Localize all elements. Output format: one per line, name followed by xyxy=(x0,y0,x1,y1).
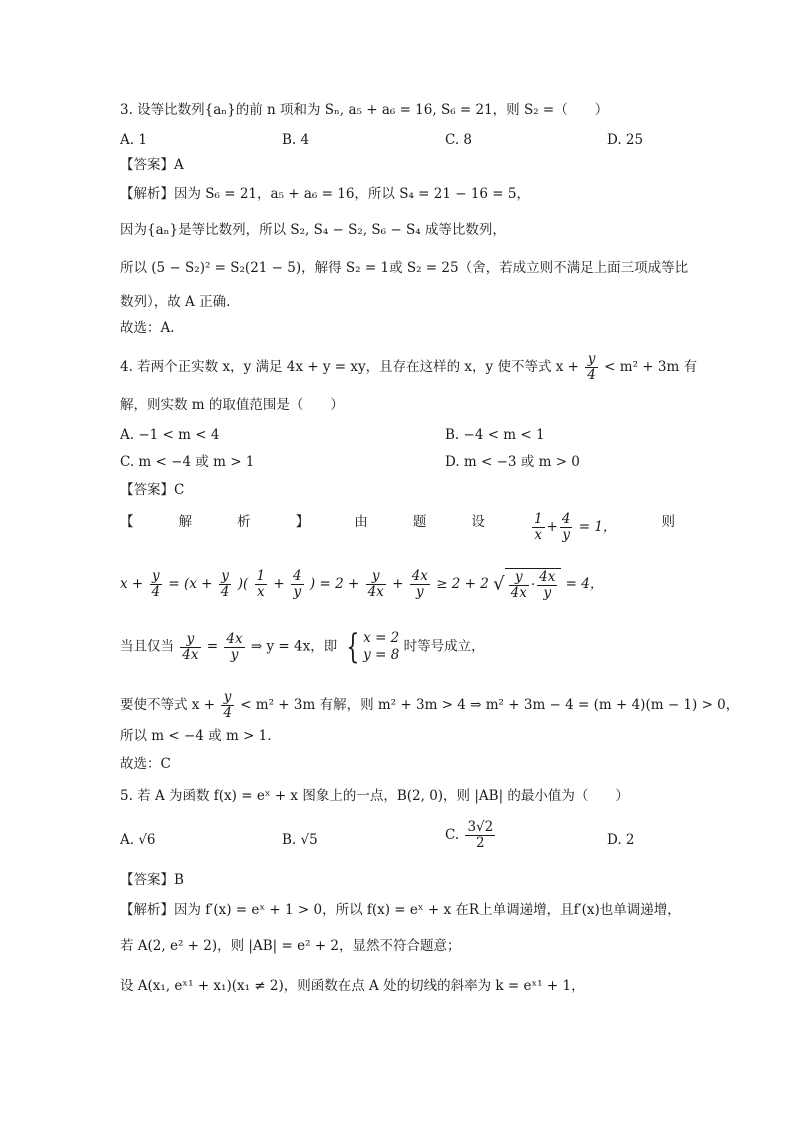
frac-den: 4 xyxy=(223,705,232,721)
expr: = xyxy=(206,638,219,655)
expr: + xyxy=(392,576,404,592)
frac-num: y xyxy=(509,570,529,586)
frac-num: y xyxy=(219,569,232,585)
head-char: 】 xyxy=(295,514,310,530)
q3-option-a: A. 1 xyxy=(120,132,147,148)
frac-den: 2 xyxy=(476,835,485,851)
q5-analysis-line-1: 【解析】因为 f′(x) = eˣ + 1 > 0，所以 f(x) = eˣ + x 在R上单调递增，且f′(x)也单调递增， xyxy=(120,902,681,918)
q5-option-d: D. 2 xyxy=(607,832,635,848)
q4-option-c: C. m < −4 或 m > 1 xyxy=(120,454,255,470)
frac-num: y xyxy=(366,569,386,585)
q3-option-b: B. 4 xyxy=(282,132,310,148)
frac-3sqrt2-over-2 xyxy=(465,820,495,851)
frac-den: 4x xyxy=(510,585,527,601)
q4-stem-text-a: 4. 若两个正实数 x，y 满足 4x + y = xy，且存在这样的 x，y 使不等式 x + xyxy=(120,359,579,375)
q4-answer: 【答案】C xyxy=(120,482,185,498)
frac-den: y xyxy=(230,646,239,663)
frac-den: 4 xyxy=(587,367,596,383)
frac-den: y xyxy=(543,585,552,601)
expr: + xyxy=(273,576,285,592)
frac-y-over-4 xyxy=(219,569,232,600)
expr: x + xyxy=(120,576,144,592)
expr: 当且仅当 xyxy=(120,638,174,655)
frac-num: 4x xyxy=(226,630,243,647)
q4-stem-line-1 xyxy=(120,352,697,383)
frac-num: 1 xyxy=(256,568,266,584)
head-char: 解 xyxy=(178,514,193,530)
q3-analysis-line-3: 所以 (5 − S₂)² = S₂(21 − 5)，解得 S₂ = 1或 S₂ = 25（舍，若成立则不满足上面三项成等比 xyxy=(120,260,689,276)
q4-stem-frac-y-over-4 xyxy=(585,352,598,383)
frac-num: y xyxy=(180,632,200,648)
q3-option-c: C. 8 xyxy=(445,132,473,148)
frac-den: 4x xyxy=(367,584,384,600)
q3-analysis-line-1: 【解析】因为 S₆ = 21，a₅ + a₆ = 16，所以 S₄ = 21 − 16 = 5， xyxy=(120,186,530,202)
q4-option-a: A. −1 < m < 4 xyxy=(120,427,220,443)
head-char: 析 xyxy=(237,514,251,530)
q3-stem: 3. 设等比数列{aₙ}的前 n 项和为 Sₙ, a₅ + a₆ = 16, S₆ = 21，则 S₂ =（ ） xyxy=(120,102,609,118)
frac-4-over-y xyxy=(291,569,304,600)
head-char: 题 xyxy=(412,514,427,530)
frac-1-over-x xyxy=(255,569,268,600)
frac-den: y xyxy=(415,584,424,600)
q4-conclusion: 所以 m < −4 或 m > 1. xyxy=(120,728,272,744)
system-row: x = 2 xyxy=(363,630,400,646)
expr: < m² + 3m 有解，则 m² + 3m > 4 ⇒ m² + 3m − 4 = (m + 4)(m − 1) > 0， xyxy=(240,697,740,713)
frac-den: y xyxy=(293,584,302,600)
q3-answer: 【答案】A xyxy=(120,157,184,173)
left-brace: { xyxy=(345,627,359,667)
q4-assume-equation: $\frac{1}{x}$ + $\frac{4}{y}$ = 1， xyxy=(533,511,617,543)
frac-y-over-4 xyxy=(150,569,163,600)
q3-analysis-line-2: 因为{aₙ}是等比数列，所以 S₂, S₄ − S₂, S₆ − S₄ 成等比数列， xyxy=(120,222,506,238)
equation-system xyxy=(342,627,400,667)
frac-num: y xyxy=(221,690,234,706)
q4-stem-line-2: 解，则实数 m 的取值范围是（ ） xyxy=(120,397,344,413)
frac-4x-over-y xyxy=(224,632,244,663)
frac-num: 4x xyxy=(539,569,556,585)
q3-choose: 故选：A. xyxy=(120,320,175,336)
q4-derivation-line xyxy=(120,568,603,601)
expr: ) = 2 + xyxy=(309,576,360,592)
q5-analysis-line-2: 若 A(2, e² + 2)，则 |AB| = e² + 2，显然不符合题意； xyxy=(120,938,461,954)
head-char: 由 xyxy=(354,514,368,530)
q4-analysis-head xyxy=(120,512,675,543)
expr: ≥ 2 + 2 xyxy=(436,576,489,592)
eq-one: = 1， xyxy=(578,519,617,535)
q5-option-a: A. √6 xyxy=(120,832,156,848)
frac-num: 3√2 xyxy=(467,819,494,835)
frac-num: y xyxy=(585,352,598,368)
frac-4-over-y xyxy=(560,512,573,543)
expr: = 4， xyxy=(565,576,604,592)
q5-analysis-line-3: 设 A(x₁, eˣ¹ + x₁)(x₁ ≠ 2)，则函数在点 A 处的切线的斜率为 k = eˣ¹ + 1， xyxy=(120,978,585,994)
frac-den: y xyxy=(562,527,570,543)
expr: 时等号成立， xyxy=(403,638,485,655)
q5-option-c xyxy=(445,820,497,851)
radicand: $\frac{y}{4x}$ · $\frac{4x}{y}$ xyxy=(505,568,562,601)
sqrt-product xyxy=(493,568,561,601)
expr: = (x + xyxy=(168,576,213,592)
frac-num: 1 xyxy=(533,511,543,527)
frac-num: y xyxy=(150,569,163,585)
option-letter: C. xyxy=(445,827,460,843)
frac-den: 4 xyxy=(151,584,161,600)
q4-equality-condition xyxy=(120,627,485,667)
frac-y-over-4x xyxy=(180,632,200,663)
frac-num: 4 xyxy=(293,568,302,584)
q5-option-b: B. √5 xyxy=(282,832,318,848)
frac-num: 4 xyxy=(561,511,571,527)
frac-y-over-4 xyxy=(221,690,234,721)
frac-y-over-4x xyxy=(366,569,386,600)
q4-choose: 故选：C xyxy=(120,756,171,772)
q3-analysis-line-4: 数列），故 A 正确. xyxy=(120,294,231,310)
frac-den: x xyxy=(257,584,265,600)
q5-answer: 【答案】B xyxy=(120,872,184,888)
q4-option-b: B. −4 < m < 1 xyxy=(445,427,545,443)
head-char: 【 xyxy=(120,514,134,530)
q4-stem-text-b: < m² + 3m 有 xyxy=(604,359,698,375)
radical-sign: √ xyxy=(493,573,505,595)
frac-4x-over-y xyxy=(410,569,430,600)
q4-inequality-line xyxy=(120,690,739,721)
expr: 要使不等式 x + xyxy=(120,697,216,713)
head-char: 设 xyxy=(471,514,485,530)
head-char: 则 xyxy=(661,514,675,530)
q5-stem: 5. 若 A 为函数 f(x) = eˣ + x 图象上的一点，B(2, 0)，则 |AB| 的最小值为（ ） xyxy=(120,788,629,804)
frac-1-over-x xyxy=(532,512,545,543)
expr: ⇒ y = 4x，即 xyxy=(250,638,338,655)
frac-den: 4 xyxy=(220,584,230,600)
frac-den: 4x xyxy=(182,646,199,663)
q4-option-d: D. m < −3 或 m > 0 xyxy=(445,454,580,470)
system-row: y = 8 xyxy=(363,647,400,663)
q3-option-d: D. 25 xyxy=(607,132,644,148)
frac-4x-over-y xyxy=(537,570,557,601)
frac-num: 4x xyxy=(411,568,428,584)
frac-y-over-4x xyxy=(509,570,529,601)
expr: )( xyxy=(237,576,249,592)
frac-den: x xyxy=(534,527,543,543)
system-rows xyxy=(363,630,399,664)
